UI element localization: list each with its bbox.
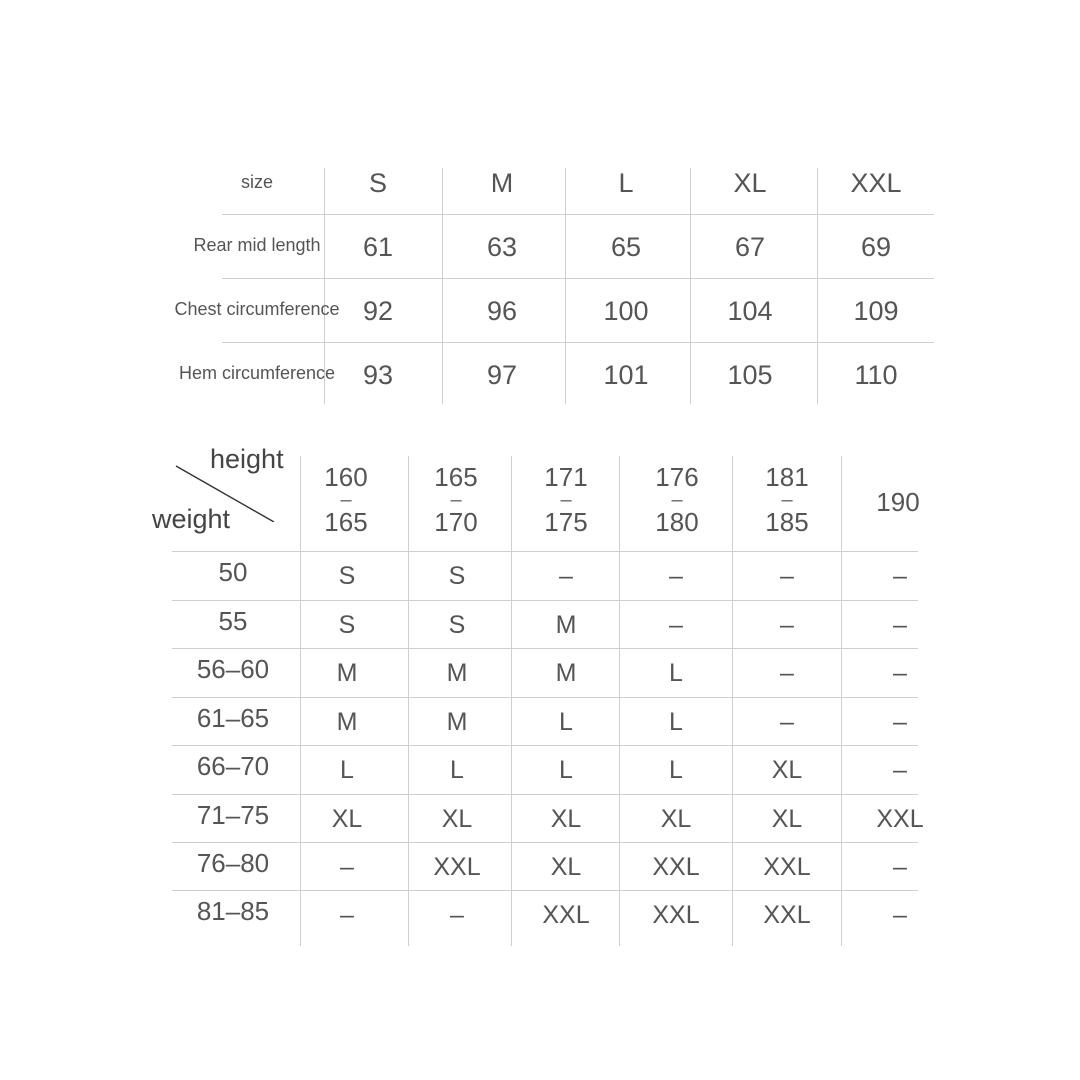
height-to: 170: [434, 507, 478, 537]
measurement-value: 101: [603, 359, 649, 390]
height-range-header: [512, 454, 620, 546]
height-range-header: [409, 454, 503, 546]
size-header-cell: XXL: [850, 167, 902, 198]
fit-size-cell: –: [893, 900, 907, 929]
fit-size-cell: XL: [331, 804, 363, 833]
measurement-value: 67: [734, 231, 766, 262]
measurement-value: 100: [603, 295, 649, 326]
weight-row-label: 81–85: [196, 895, 270, 926]
fit-size-cell: M: [555, 658, 577, 687]
fit-size-cell: XXL: [652, 852, 700, 881]
fit-size-cell: –: [893, 610, 907, 639]
height-range-header: [842, 454, 954, 550]
height-from: 176: [655, 462, 699, 492]
weight-row-label: 56–60: [196, 653, 270, 684]
fit-size-cell: XL: [771, 804, 803, 833]
fit-size-cell: S: [448, 561, 466, 590]
fit-size-cell: XL: [550, 852, 582, 881]
weight-row-label: 55: [218, 605, 248, 636]
measurement-row-label: Chest circumference: [174, 298, 340, 319]
fit-size-cell: –: [450, 900, 464, 929]
height-dash: –: [450, 489, 462, 511]
height-to: 175: [544, 507, 588, 537]
fit-size-cell: –: [669, 561, 683, 590]
fit-size-cell: –: [669, 610, 683, 639]
height-range-header: [620, 454, 734, 546]
weight-row-label: 71–75: [196, 799, 270, 830]
size-header-cell: L: [618, 167, 634, 198]
measurement-value: 105: [727, 359, 773, 390]
measurement-value: 96: [486, 295, 518, 326]
measurement-value: 97: [486, 359, 518, 390]
weight-row-label: 61–65: [196, 702, 270, 733]
size-header-cell: XL: [733, 167, 767, 198]
height-single: 190: [876, 486, 920, 517]
fit-size-cell: –: [893, 755, 907, 784]
corner-weight-label: weight: [152, 504, 231, 534]
fit-size-cell: S: [338, 561, 356, 590]
fit-size-cell: –: [780, 658, 794, 687]
fit-size-cell: M: [555, 610, 577, 639]
height-range-header: [301, 454, 391, 546]
fit-size-cell: –: [893, 658, 907, 687]
fit-size-cell: M: [336, 707, 358, 736]
weight-row-label: 76–80: [196, 847, 270, 878]
fit-size-cell: S: [338, 610, 356, 639]
height-from: 181: [765, 462, 809, 492]
fit-size-cell: XXL: [542, 900, 590, 929]
fit-size-cell: XXL: [763, 900, 811, 929]
fit-size-cell: L: [669, 755, 683, 784]
fit-size-cell: XXL: [433, 852, 481, 881]
fit-size-cell: XL: [660, 804, 692, 833]
measurement-value: 109: [853, 295, 899, 326]
measurement-value: 92: [362, 295, 394, 326]
fit-size-cell: –: [893, 852, 907, 881]
measurement-value: 63: [486, 231, 518, 262]
height-dash: –: [781, 489, 793, 511]
fit-size-cell: –: [780, 610, 794, 639]
measurement-row-label: Hem circumference: [178, 362, 336, 383]
fit-size-cell: XL: [550, 804, 582, 833]
weight-row-label: 66–70: [196, 750, 270, 781]
measurement-value: 69: [860, 231, 892, 262]
fit-size-cell: L: [669, 707, 683, 736]
fit-size-cell: XXL: [876, 804, 924, 833]
size-header-cell: S: [368, 167, 387, 198]
height-from: 165: [434, 462, 478, 492]
fit-size-cell: XXL: [763, 852, 811, 881]
fit-size-cell: –: [893, 707, 907, 736]
fit-size-cell: M: [336, 658, 358, 687]
fit-size-cell: S: [448, 610, 466, 639]
height-from: 160: [324, 462, 368, 492]
measurement-value: 110: [854, 359, 898, 390]
size-header-label: size: [240, 171, 273, 192]
height-dash: –: [560, 489, 572, 511]
fit-size-cell: XL: [771, 755, 803, 784]
fit-size-cell: –: [340, 900, 354, 929]
height-to: 185: [765, 507, 809, 537]
fit-size-cell: –: [780, 707, 794, 736]
measurement-row-label: Rear mid length: [193, 234, 321, 255]
measurement-value: 93: [362, 359, 394, 390]
height-from: 171: [544, 462, 588, 492]
measurement-value: 104: [727, 295, 773, 326]
measurement-value: 65: [610, 231, 642, 262]
height-range-header: [733, 454, 841, 546]
weight-row-label: 50: [218, 556, 248, 587]
fit-size-cell: L: [559, 755, 573, 784]
fit-size-cell: –: [780, 561, 794, 590]
measurement-value: 61: [362, 231, 394, 262]
fit-size-cell: XL: [441, 804, 473, 833]
size-header-cell: M: [490, 167, 514, 198]
height-dash: –: [340, 489, 352, 511]
height-to: 180: [655, 507, 699, 537]
fit-size-cell: L: [340, 755, 354, 784]
height-to: 165: [324, 507, 368, 537]
fit-size-cell: M: [446, 707, 468, 736]
fit-size-cell: –: [893, 561, 907, 590]
fit-size-cell: –: [340, 852, 354, 881]
corner-diagonal-line: [172, 462, 282, 522]
height-dash: –: [671, 489, 683, 511]
fit-size-cell: L: [450, 755, 464, 784]
fit-size-cell: L: [559, 707, 573, 736]
fit-size-cell: M: [446, 658, 468, 687]
fit-size-cell: –: [559, 561, 573, 590]
fit-size-cell: L: [669, 658, 683, 687]
fit-size-cell: XXL: [652, 900, 700, 929]
corner-height-label: height: [210, 444, 284, 474]
